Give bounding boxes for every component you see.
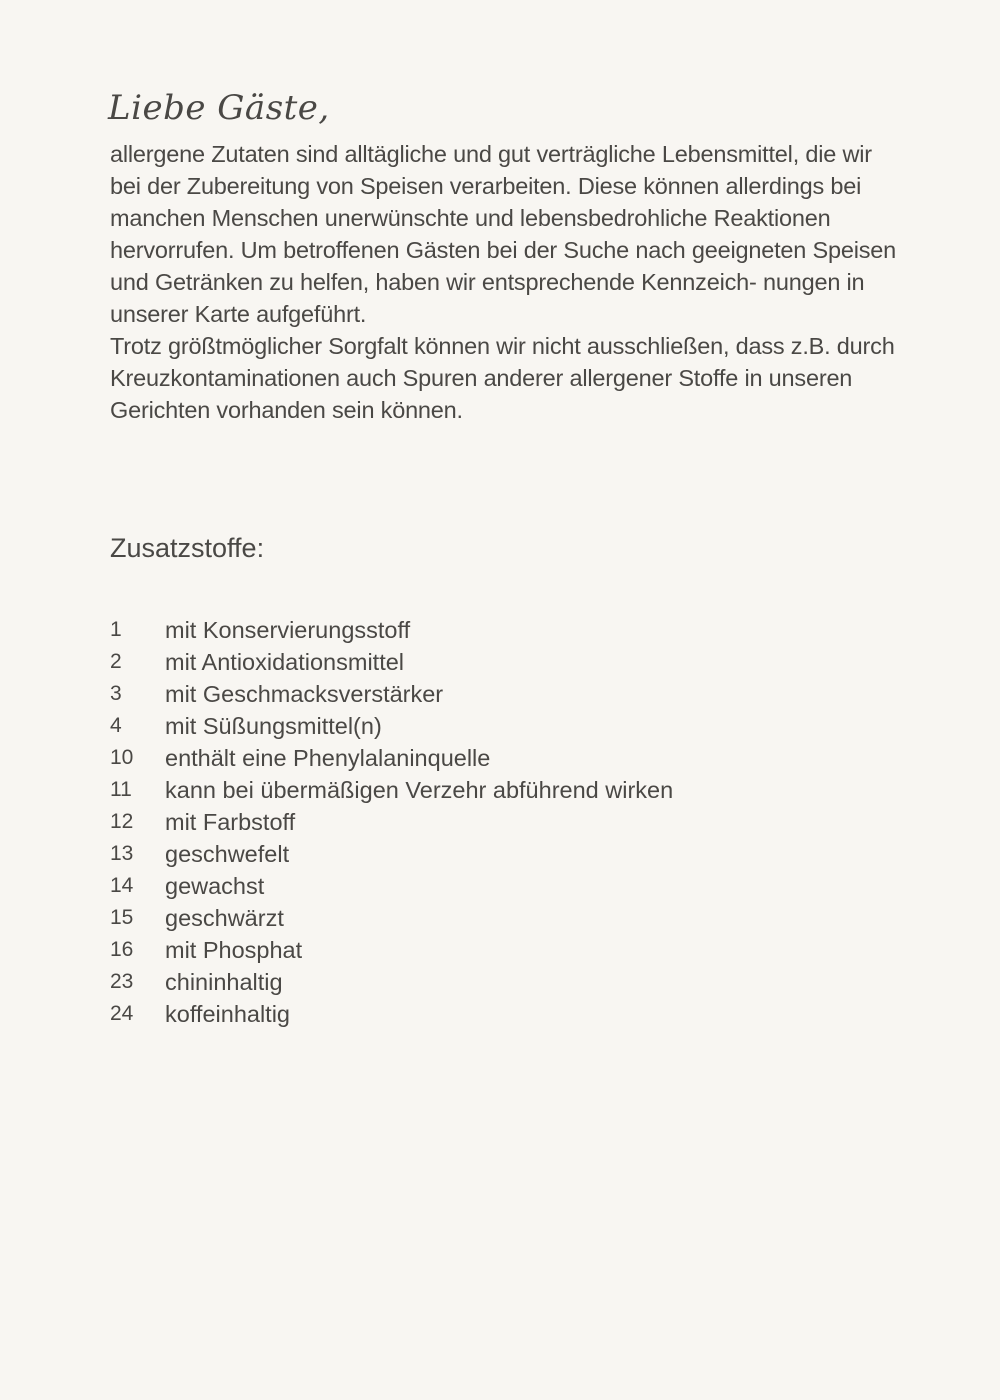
additive-item — [110, 646, 810, 678]
additive-label: mit Süßungsmittel(n) — [165, 713, 382, 739]
additive-number: 10 — [110, 746, 134, 769]
additives-heading: Zusatzstoffe: — [110, 533, 265, 563]
additive-item — [110, 902, 810, 934]
greeting-heading: Liebe Gäste, — [108, 88, 330, 128]
additive-label: mit Phosphat — [165, 937, 303, 963]
additive-label: mit Geschmacksverstärker — [165, 681, 444, 707]
additive-number: 12 — [110, 810, 134, 833]
intro-paragraph-1: allergene Zutaten sind alltägliche und gut verträgliche Lebensmittel, die wir bei der Zubereitung von Speisen verarbeiten. Diese können allerdings bei manchen Menschen unerwünschte und lebensbedrohliche Reaktionen hervorrufen. Um betroffenen Gästen bei der Suche nach geeigneten Speisen und Getränken zu helfen, haben wir entsprechende Kennzeich- nungen in unserer Karte aufgeführt. — [110, 141, 897, 327]
additive-label: chininhaltig — [165, 969, 283, 995]
additive-number: 16 — [110, 938, 134, 961]
additive-label: kann bei übermäßigen Verzehr abführend wirken — [165, 777, 674, 803]
additive-item — [110, 934, 810, 966]
additive-number: 24 — [110, 1002, 134, 1025]
additive-number: 4 — [110, 714, 122, 737]
additive-number: 14 — [110, 874, 134, 897]
additive-label: mit Antioxidationsmittel — [165, 649, 405, 675]
additive-label: mit Konservierungsstoff — [165, 617, 411, 643]
additive-label: gewachst — [165, 873, 265, 899]
additive-label: enthält eine Phenylalaninquelle — [165, 745, 491, 771]
additive-number: 3 — [110, 682, 122, 705]
additive-item — [110, 614, 810, 646]
additive-item — [110, 838, 810, 870]
additive-label: koffeinhaltig — [165, 1001, 290, 1027]
additive-item — [110, 806, 810, 838]
additive-item — [110, 966, 810, 998]
additive-item — [110, 998, 810, 1030]
intro-paragraph-2: Trotz größtmöglicher Sorgfalt können wir nicht ausschließen, dass z.B. durch Kreuzkontaminationen auch Spuren anderer allergener Stoffe in unseren Gerichten vorhanden sein können. — [110, 333, 895, 423]
additive-number: 11 — [110, 778, 132, 801]
additive-item — [110, 774, 810, 806]
additive-item — [110, 870, 810, 902]
additive-label: mit Farbstoff — [165, 809, 296, 835]
additives-list — [110, 614, 810, 1030]
additive-item — [110, 710, 810, 742]
additive-number: 23 — [110, 970, 134, 993]
additive-number: 13 — [110, 842, 134, 865]
additive-label: geschwärzt — [165, 905, 284, 931]
additive-label: geschwefelt — [165, 841, 290, 867]
additive-number: 15 — [110, 906, 134, 929]
additive-item — [110, 678, 810, 710]
additive-number: 1 — [110, 618, 122, 641]
additive-number: 2 — [110, 650, 122, 673]
additive-item — [110, 742, 810, 774]
intro-text — [110, 138, 900, 426]
